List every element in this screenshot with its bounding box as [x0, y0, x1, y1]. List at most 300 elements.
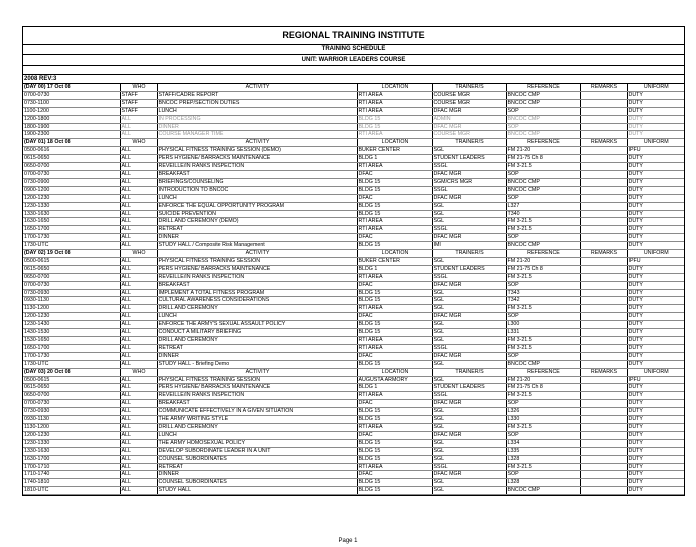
- table-row: [23, 337, 684, 345]
- table-row: [23, 408, 684, 416]
- trainer-cell: SGL: [432, 218, 506, 226]
- trainer-cell: SGL: [432, 408, 506, 416]
- remarks-cell: [580, 408, 627, 416]
- reference-cell: SOP: [506, 352, 580, 360]
- trainer-cell: COURSE MGR: [432, 131, 506, 139]
- trainer-cell: DFAC MGR: [432, 123, 506, 131]
- time-cell: 1230-1330: [23, 202, 120, 210]
- uniform-cell: DUTY: [627, 400, 684, 408]
- trainer-cell: DFAC MGR: [432, 400, 506, 408]
- activity-cell: COURSE MANAGER TIME: [157, 131, 357, 139]
- location-cell: BLDG 1: [357, 155, 432, 163]
- trainer-cell: DFAC MGR: [432, 194, 506, 202]
- uniform-cell: DUTY: [627, 194, 684, 202]
- activity-cell: CULTURAL AWARENESS CONSIDERATIONS: [157, 297, 357, 305]
- remarks-cell: [580, 447, 627, 455]
- location-cell: BLDG 15: [357, 242, 432, 250]
- activity-cell: DRILL AND CEREMONY: [157, 305, 357, 313]
- table-row: [23, 447, 684, 455]
- uniform-cell: DUTY: [627, 297, 684, 305]
- column-header-remarks: REMARKS: [580, 368, 627, 376]
- remarks-cell: [580, 281, 627, 289]
- uniform-cell: DUTY: [627, 447, 684, 455]
- time-cell: 1710-1740: [23, 471, 120, 479]
- table-row: [23, 479, 684, 487]
- location-cell: BLDG 15: [357, 178, 432, 186]
- column-header-reference: REFERENCE: [506, 250, 580, 258]
- activity-cell: LUNCH: [157, 313, 357, 321]
- time-cell: 1730-UTC: [23, 242, 120, 250]
- reference-cell: SOP: [506, 400, 580, 408]
- uniform-cell: DUTY: [627, 170, 684, 178]
- activity-cell: REVEILLE/IN RANKS INSPECTION: [157, 273, 357, 281]
- location-cell: BLDG 15: [357, 479, 432, 487]
- reference-cell: FM 3-21.5: [506, 423, 580, 431]
- table-row: [23, 147, 684, 155]
- remarks-cell: [580, 186, 627, 194]
- reference-cell: SOP: [506, 194, 580, 202]
- location-cell: BLDG 15: [357, 289, 432, 297]
- table-row: [23, 360, 684, 368]
- reference-cell: FM 21-75 Ch 8: [506, 265, 580, 273]
- time-cell: 0650-0700: [23, 163, 120, 171]
- table-row: [23, 155, 684, 163]
- uniform-cell: DUTY: [627, 471, 684, 479]
- reference-cell: SOP: [506, 170, 580, 178]
- activity-cell: PHYSICAL FITNESS TRAINING SESSION: [157, 376, 357, 384]
- who-cell: ALL: [120, 487, 157, 495]
- reference-cell: T343: [506, 289, 580, 297]
- location-cell: RTI AREA: [357, 218, 432, 226]
- who-cell: ALL: [120, 242, 157, 250]
- time-cell: 0730-0900: [23, 178, 120, 186]
- reference-cell: BNCOC CMP: [506, 186, 580, 194]
- who-cell: ALL: [120, 186, 157, 194]
- time-cell: 0650-0700: [23, 392, 120, 400]
- time-cell: 1630-1650: [23, 218, 120, 226]
- who-cell: ALL: [120, 178, 157, 186]
- column-header-uniform: UNIFORM: [627, 368, 684, 376]
- time-cell: 1530-1650: [23, 337, 120, 345]
- table-row: [23, 313, 684, 321]
- reference-cell: FM 21-20: [506, 257, 580, 265]
- trainer-cell: SGL: [432, 360, 506, 368]
- column-header-location: LOCATION: [357, 368, 432, 376]
- column-header-location: LOCATION: [357, 139, 432, 147]
- reference-cell: L328: [506, 479, 580, 487]
- who-cell: ALL: [120, 273, 157, 281]
- activity-cell: PERS HYGIENE/ BARRACKS MAINTENANCE: [157, 265, 357, 273]
- time-cell: 0615-0650: [23, 265, 120, 273]
- activity-cell: BNCOC PREP/SECTION DUTIES: [157, 99, 357, 107]
- reference-cell: T340: [506, 210, 580, 218]
- trainer-cell: STUDENT LEADERS: [432, 155, 506, 163]
- table-row: [23, 265, 684, 273]
- trainer-cell: DFAC MGR: [432, 170, 506, 178]
- activity-cell: RETREAT: [157, 344, 357, 352]
- remarks-cell: [580, 400, 627, 408]
- location-cell: BLDG 15: [357, 297, 432, 305]
- remarks-cell: [580, 337, 627, 345]
- uniform-cell: DUTY: [627, 384, 684, 392]
- who-cell: ALL: [120, 400, 157, 408]
- activity-cell: RETREAT: [157, 226, 357, 234]
- time-cell: 1230-1330: [23, 439, 120, 447]
- remarks-cell: [580, 313, 627, 321]
- who-cell: ALL: [120, 329, 157, 337]
- day-header-row: [23, 250, 684, 258]
- remarks-cell: [580, 170, 627, 178]
- column-header-activity: ACTIVITY: [157, 84, 357, 91]
- uniform-cell: DUTY: [627, 155, 684, 163]
- activity-cell: IN PROCESSING: [157, 115, 357, 123]
- location-cell: RTI AREA: [357, 91, 432, 99]
- remarks-cell: [580, 384, 627, 392]
- activity-cell: COUNSEL SUBORDINATES: [157, 479, 357, 487]
- remarks-cell: [580, 163, 627, 171]
- column-header-activity: ACTIVITY: [157, 368, 357, 376]
- who-cell: ALL: [120, 360, 157, 368]
- remarks-cell: [580, 210, 627, 218]
- trainer-cell: SGL: [432, 423, 506, 431]
- who-cell: ALL: [120, 384, 157, 392]
- activity-cell: BREAKFAST: [157, 281, 357, 289]
- uniform-cell: DUTY: [627, 226, 684, 234]
- remarks-cell: [580, 305, 627, 313]
- location-cell: BLDG 15: [357, 447, 432, 455]
- column-header-reference: REFERENCE: [506, 368, 580, 376]
- remarks-cell: [580, 392, 627, 400]
- reference-cell: L331: [506, 329, 580, 337]
- table-row: [23, 471, 684, 479]
- activity-cell: COUNSEL SUBORDINATES: [157, 455, 357, 463]
- uniform-cell: DUTY: [627, 123, 684, 131]
- time-cell: 0900-1200: [23, 186, 120, 194]
- time-cell: 0615-0650: [23, 384, 120, 392]
- uniform-cell: DUTY: [627, 273, 684, 281]
- day-label: (DAY 02) 19 Oct 08: [23, 250, 120, 258]
- activity-cell: DINNER: [157, 123, 357, 131]
- reference-cell: L330: [506, 416, 580, 424]
- who-cell: ALL: [120, 337, 157, 345]
- reference-cell: BNCOC CMP: [506, 115, 580, 123]
- time-cell: 1200-1230: [23, 431, 120, 439]
- reference-cell: SOP: [506, 471, 580, 479]
- location-cell: BLDG 15: [357, 455, 432, 463]
- activity-cell: PERS HYGIENE/ BARRACKS MAINTENANCE: [157, 155, 357, 163]
- location-cell: RTI AREA: [357, 463, 432, 471]
- trainer-cell: SSGL: [432, 392, 506, 400]
- reference-cell: FM 21-75 Ch 8: [506, 155, 580, 163]
- trainer-cell: STUDENT LEADERS: [432, 265, 506, 273]
- activity-cell: DINNER: [157, 234, 357, 242]
- uniform-cell: DUTY: [627, 218, 684, 226]
- table-row: [23, 273, 684, 281]
- column-header-activity: ACTIVITY: [157, 250, 357, 258]
- activity-cell: PHYSICAL FITNESS TRAINING SESSION (DEMO): [157, 147, 357, 155]
- who-cell: ALL: [120, 289, 157, 297]
- training-schedule-sheet: [22, 26, 685, 496]
- location-cell: DFAC: [357, 281, 432, 289]
- who-cell: ALL: [120, 463, 157, 471]
- remarks-cell: [580, 265, 627, 273]
- remarks-cell: [580, 329, 627, 337]
- who-cell: STAFF: [120, 99, 157, 107]
- reference-cell: FM 3-21.5: [506, 218, 580, 226]
- location-cell: RTI AREA: [357, 392, 432, 400]
- column-header-location: LOCATION: [357, 250, 432, 258]
- time-cell: 0930-1130: [23, 416, 120, 424]
- who-cell: ALL: [120, 376, 157, 384]
- time-cell: 1810-UTC: [23, 487, 120, 495]
- activity-cell: LUNCH: [157, 431, 357, 439]
- remarks-cell: [580, 352, 627, 360]
- table-row: [23, 226, 684, 234]
- time-cell: 0930-1130: [23, 297, 120, 305]
- activity-cell: DINNER: [157, 471, 357, 479]
- remarks-cell: [580, 194, 627, 202]
- time-cell: 1330-1630: [23, 210, 120, 218]
- activity-cell: COMMUNICATE EFFECTIVELY IN A GIVEN SITUATION: [157, 408, 357, 416]
- activity-cell: DINNER: [157, 352, 357, 360]
- who-cell: ALL: [120, 447, 157, 455]
- who-cell: ALL: [120, 202, 157, 210]
- trainer-cell: SSGL: [432, 463, 506, 471]
- column-header-uniform: UNIFORM: [627, 139, 684, 147]
- table-row: [23, 289, 684, 297]
- who-cell: ALL: [120, 297, 157, 305]
- activity-cell: RETREAT: [157, 463, 357, 471]
- uniform-cell: DUTY: [627, 313, 684, 321]
- activity-cell: INTRODUCTION TO BNCOC: [157, 186, 357, 194]
- who-cell: STAFF: [120, 91, 157, 99]
- uniform-cell: DUTY: [627, 242, 684, 250]
- remarks-cell: [580, 99, 627, 107]
- reference-cell: FM 21-75 Ch 8: [506, 384, 580, 392]
- remarks-cell: [580, 202, 627, 210]
- table-row: [23, 439, 684, 447]
- trainer-cell: SGL: [432, 321, 506, 329]
- who-cell: ALL: [120, 170, 157, 178]
- reference-cell: L327: [506, 202, 580, 210]
- time-cell: 1100-1200: [23, 107, 120, 115]
- uniform-cell: DUTY: [627, 265, 684, 273]
- table-row: [23, 115, 684, 123]
- uniform-cell: DUTY: [627, 178, 684, 186]
- table-row: [23, 194, 684, 202]
- activity-cell: IMPLEMENT A TOTAL FITNESS PROGRAM: [157, 289, 357, 297]
- remarks-cell: [580, 218, 627, 226]
- time-cell: 1900-2300: [23, 131, 120, 139]
- remarks-cell: [580, 226, 627, 234]
- time-cell: 1430-1530: [23, 329, 120, 337]
- reference-cell: L300: [506, 321, 580, 329]
- activity-cell: THE ARMY WRITING STYLE: [157, 416, 357, 424]
- trainer-cell: SGL: [432, 439, 506, 447]
- time-cell: 1630-1700: [23, 455, 120, 463]
- time-cell: 0700-0730: [23, 170, 120, 178]
- activity-cell: REVEILLE/IN RANKS INSPECTION: [157, 163, 357, 171]
- trainer-cell: SGL: [432, 257, 506, 265]
- activity-cell: STAFF/CADRE REPORT: [157, 91, 357, 99]
- trainer-cell: DFAC MGR: [432, 281, 506, 289]
- who-cell: ALL: [120, 163, 157, 171]
- remarks-cell: [580, 376, 627, 384]
- time-cell: 0700-0730: [23, 400, 120, 408]
- remarks-cell: [580, 91, 627, 99]
- who-cell: ALL: [120, 194, 157, 202]
- trainer-cell: ADMIN: [432, 115, 506, 123]
- activity-cell: DRILL AND CEREMONY (DEMO): [157, 218, 357, 226]
- reference-cell: BNCOC CMP: [506, 99, 580, 107]
- table-row: [23, 321, 684, 329]
- who-cell: ALL: [120, 408, 157, 416]
- who-cell: ALL: [120, 313, 157, 321]
- trainer-cell: SGL: [432, 487, 506, 495]
- table-row: [23, 423, 684, 431]
- location-cell: BUKER CENTER: [357, 257, 432, 265]
- activity-cell: LUNCH: [157, 107, 357, 115]
- activity-cell: PHYSICAL FITNESS TRAINING SESSION: [157, 257, 357, 265]
- uniform-cell: DUTY: [627, 99, 684, 107]
- remarks-cell: [580, 479, 627, 487]
- who-cell: ALL: [120, 305, 157, 313]
- table-row: [23, 297, 684, 305]
- who-cell: ALL: [120, 423, 157, 431]
- trainer-cell: DFAC MGR: [432, 234, 506, 242]
- trainer-cell: SGL: [432, 337, 506, 345]
- uniform-cell: DUTY: [627, 202, 684, 210]
- activity-cell: CONDUCT A MILITARY BRIEFING: [157, 329, 357, 337]
- location-cell: RTI AREA: [357, 344, 432, 352]
- uniform-cell: DUTY: [627, 487, 684, 495]
- who-cell: ALL: [120, 123, 157, 131]
- uniform-cell: DUTY: [627, 107, 684, 115]
- day-header-row: [23, 139, 684, 147]
- day-label: (DAY 00) 17 Oct 08: [23, 84, 120, 91]
- location-cell: BLDG 15: [357, 321, 432, 329]
- who-cell: ALL: [120, 210, 157, 218]
- uniform-cell: DUTY: [627, 352, 684, 360]
- who-cell: ALL: [120, 321, 157, 329]
- time-cell: 0700-0730: [23, 281, 120, 289]
- table-row: [23, 281, 684, 289]
- remarks-cell: [580, 147, 627, 155]
- trainer-cell: IMI: [432, 242, 506, 250]
- uniform-cell: IPFU: [627, 257, 684, 265]
- table-row: [23, 107, 684, 115]
- uniform-cell: IPFU: [627, 147, 684, 155]
- who-cell: ALL: [120, 416, 157, 424]
- activity-cell: BREAKFAST: [157, 400, 357, 408]
- activity-cell: BREAKFAST: [157, 170, 357, 178]
- day-header-row: [23, 84, 684, 91]
- reference-cell: SOP: [506, 281, 580, 289]
- remarks-cell: [580, 115, 627, 123]
- location-cell: DFAC: [357, 352, 432, 360]
- table-row: [23, 384, 684, 392]
- table-row: [23, 305, 684, 313]
- reference-cell: FM 3-21.5: [506, 273, 580, 281]
- reference-cell: FM 3-21.5: [506, 337, 580, 345]
- who-cell: ALL: [120, 218, 157, 226]
- location-cell: BLDG 15: [357, 416, 432, 424]
- remarks-cell: [580, 487, 627, 495]
- reference-cell: SOP: [506, 313, 580, 321]
- time-cell: 0730-0930: [23, 408, 120, 416]
- table-row: [23, 234, 684, 242]
- who-cell: ALL: [120, 281, 157, 289]
- location-cell: BLDG 15: [357, 202, 432, 210]
- activity-cell: STUDY HALL - Briefing Demo: [157, 360, 357, 368]
- activity-cell: BRIEFINGS/COUNSELING: [157, 178, 357, 186]
- reference-cell: BNCOC CMP: [506, 91, 580, 99]
- location-cell: DFAC: [357, 313, 432, 321]
- column-header-reference: REFERENCE: [506, 139, 580, 147]
- remarks-cell: [580, 423, 627, 431]
- uniform-cell: DUTY: [627, 455, 684, 463]
- activity-cell: THE ARMY HOMOSEXUAL POLICY: [157, 439, 357, 447]
- trainer-cell: COURSE MGR: [432, 91, 506, 99]
- reference-cell: FM 3-21.5: [506, 163, 580, 171]
- location-cell: RTI AREA: [357, 337, 432, 345]
- column-header-trainer: TRAINER/S: [432, 250, 506, 258]
- table-row: [23, 329, 684, 337]
- column-header-trainer: TRAINER/S: [432, 139, 506, 147]
- trainer-cell: SGL: [432, 202, 506, 210]
- remarks-cell: [580, 439, 627, 447]
- location-cell: DFAC: [357, 170, 432, 178]
- uniform-cell: DUTY: [627, 91, 684, 99]
- column-header-trainer: TRAINER/S: [432, 368, 506, 376]
- time-cell: 1650-1700: [23, 344, 120, 352]
- location-cell: BLDG 15: [357, 360, 432, 368]
- reference-cell: BNCOC CMP: [506, 131, 580, 139]
- remarks-cell: [580, 463, 627, 471]
- reference-cell: FM 21-20: [506, 147, 580, 155]
- uniform-cell: DUTY: [627, 344, 684, 352]
- time-cell: 1130-1200: [23, 305, 120, 313]
- table-row: [23, 99, 684, 107]
- trainer-cell: SGL: [432, 297, 506, 305]
- column-header-remarks: REMARKS: [580, 250, 627, 258]
- reference-cell: L326: [506, 408, 580, 416]
- who-cell: ALL: [120, 131, 157, 139]
- uniform-cell: DUTY: [627, 329, 684, 337]
- unit-title: UNIT: WARRIOR LEADERS COURSE: [23, 55, 684, 66]
- location-cell: DFAC: [357, 234, 432, 242]
- who-cell: ALL: [120, 115, 157, 123]
- reference-cell: BNCOC CMP: [506, 242, 580, 250]
- remarks-cell: [580, 321, 627, 329]
- column-header-uniform: UNIFORM: [627, 250, 684, 258]
- reference-cell: L328: [506, 455, 580, 463]
- uniform-cell: DUTY: [627, 305, 684, 313]
- day-header-row: [23, 368, 684, 376]
- reference-cell: SOP: [506, 123, 580, 131]
- remarks-cell: [580, 178, 627, 186]
- time-cell: 1800-1900: [23, 123, 120, 131]
- uniform-cell: DUTY: [627, 392, 684, 400]
- trainer-cell: DFAC MGR: [432, 471, 506, 479]
- remarks-cell: [580, 416, 627, 424]
- column-header-who: WHO: [120, 368, 157, 376]
- column-header-who: WHO: [120, 84, 157, 91]
- time-cell: 0615-0650: [23, 155, 120, 163]
- activity-cell: DRILL AND CEREMONY: [157, 423, 357, 431]
- who-cell: ALL: [120, 352, 157, 360]
- trainer-cell: SGL: [432, 147, 506, 155]
